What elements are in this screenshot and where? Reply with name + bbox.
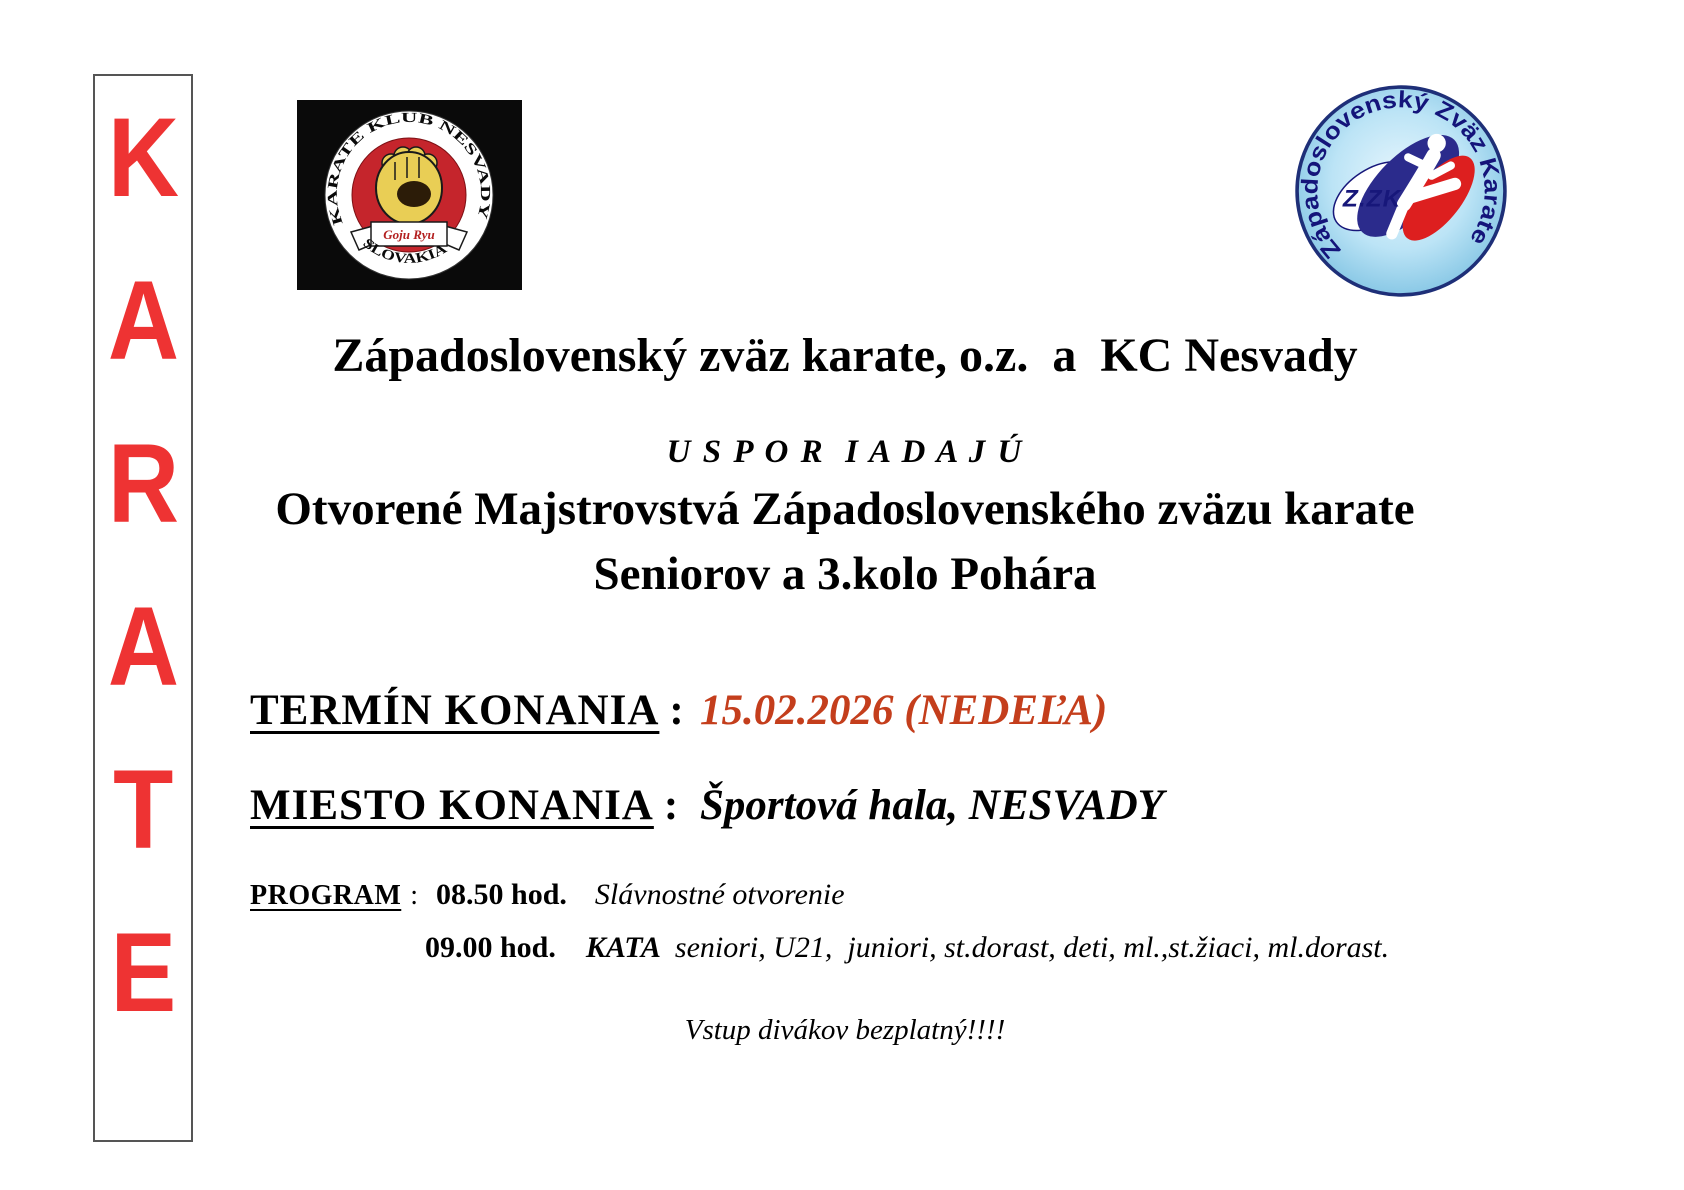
- place-value: Športová hala, NESVADY: [700, 782, 1164, 829]
- event-title-line1: Otvorené Majstrovstvá Západoslovenského zväzu karate: [275, 483, 1415, 535]
- zzk-logo-graphic: [1294, 84, 1508, 298]
- program-time-0900: 09.00 hod.: [425, 931, 556, 964]
- usporiadaju-line: U S P O R I A D A J Ú: [666, 434, 1024, 470]
- karate-letter: R: [107, 420, 179, 546]
- vertical-karate-banner: [93, 74, 193, 1142]
- goju-ryu-label: Goju Ryu: [383, 227, 435, 242]
- kkn-ring-bottom-text: SLOVAKIA: [359, 235, 448, 267]
- kkn-ring-top-text: KARATE KLUB NESVADY: [325, 111, 493, 227]
- zapadoslovensky-zvaz-karate-logo: [1294, 84, 1508, 298]
- fist-icon: [376, 147, 442, 224]
- karate-letter: K: [107, 95, 179, 220]
- free-entry-note: Vstup divákov bezplatný!!!!: [684, 1014, 1006, 1046]
- date-value: 15.02.2026 (NEDEĽA): [700, 687, 1108, 734]
- karate-letter: E: [110, 909, 176, 1035]
- program-row-0900: [425, 931, 1655, 965]
- program-desc-0900: seniori, U21, juniori, st.dorast, deti, ml.,st.žiaci, ml.dorast.: [674, 931, 1390, 964]
- place-row: [250, 781, 1480, 830]
- place-label: MIESTO KONANIA: [250, 782, 654, 829]
- kkn-logo-graphic: [297, 100, 522, 290]
- organizers-title: Západoslovenský zväz karate, o.z. a KC Nesvady: [332, 329, 1358, 382]
- program-time-0850: 08.50 hod.: [436, 878, 567, 911]
- program-kata-label: KATA: [585, 931, 661, 964]
- date-colon: :: [669, 687, 684, 734]
- zzk-ring-text: Západoslovenský Zväz Karate: [1296, 86, 1506, 264]
- event-title-line2: Seniorov a 3.kolo Pohára: [593, 548, 1097, 600]
- zzk-abbreviation: Z.ZK: [1342, 185, 1402, 213]
- karate-letter: A: [107, 583, 179, 709]
- place-colon: :: [663, 782, 679, 829]
- karate-letter: A: [107, 257, 179, 383]
- program-label: PROGRAM: [250, 880, 402, 911]
- program-desc-0850: Slávnostné otvorenie: [594, 878, 845, 911]
- program-colon: :: [410, 880, 419, 911]
- date-label: TERMÍN KONANIA: [250, 687, 660, 734]
- date-row: [250, 686, 1480, 735]
- karate-klub-nesvady-logo: [297, 100, 522, 290]
- program-row-0850: [250, 878, 1480, 912]
- karate-letter: T: [112, 746, 174, 872]
